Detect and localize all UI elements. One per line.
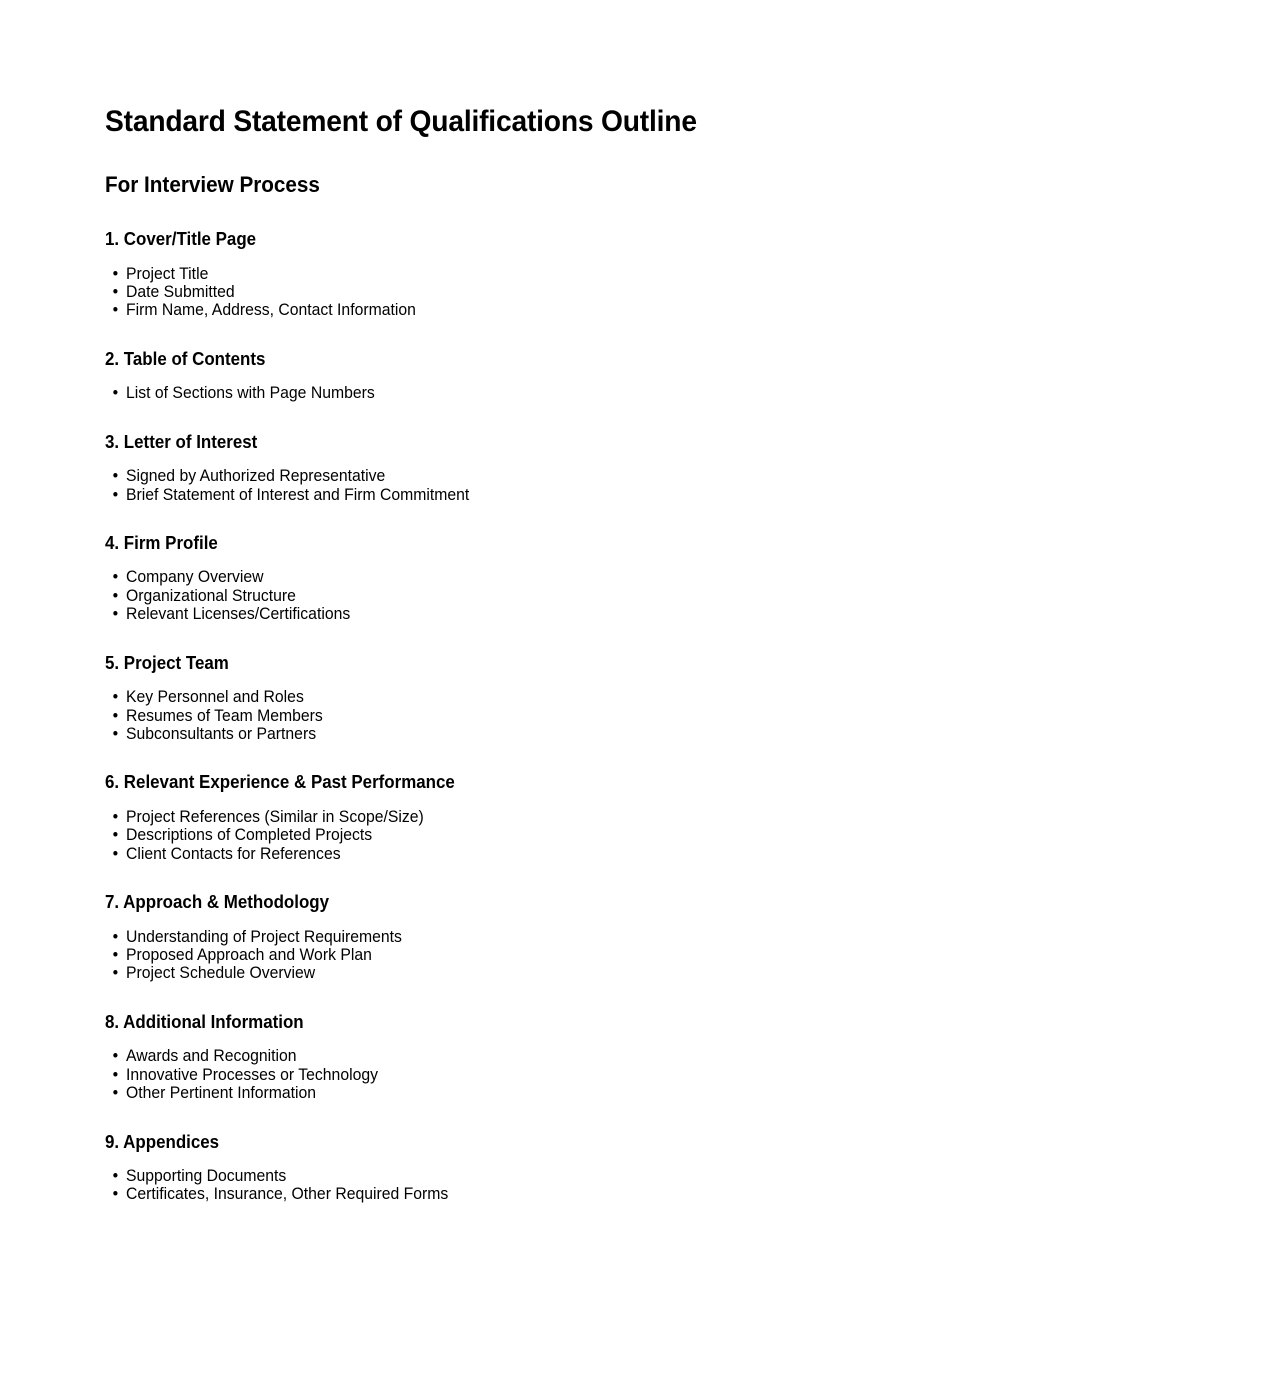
section-bullet-list <box>105 467 1155 504</box>
list-item-label: Proposed Approach and Work Plan <box>126 946 372 964</box>
document-body <box>105 103 1155 1204</box>
bullet-icon: • <box>112 946 119 964</box>
list-item <box>105 1084 1108 1102</box>
outline-section <box>105 771 1155 863</box>
list-item <box>105 928 1108 946</box>
bullet-icon: • <box>112 485 119 504</box>
outline-section <box>105 348 1155 403</box>
list-item-label: Innovative Processes or Technology <box>126 1065 378 1084</box>
section-heading: 6. Relevant Experience & Past Performance <box>105 772 455 793</box>
bullet-icon: • <box>112 467 119 486</box>
bullet-icon: • <box>112 384 119 403</box>
list-item-label: Other Pertinent Information <box>126 1084 317 1103</box>
bullet-icon: • <box>112 844 119 863</box>
list-item <box>105 467 1108 485</box>
outline-section <box>105 891 1155 983</box>
list-item-label: Relevant Licenses/Certifications <box>126 605 351 624</box>
list-item-label: Key Personnel and Roles <box>126 688 304 707</box>
list-item-label: Signed by Authorized Representative <box>126 467 386 486</box>
list-item <box>105 964 1108 982</box>
list-item <box>105 845 1108 863</box>
list-item <box>105 283 1108 301</box>
list-item-label: Organizational Structure <box>126 586 296 605</box>
list-item-label: List of Sections with Page Numbers <box>126 384 375 403</box>
list-item <box>105 605 1108 623</box>
list-item <box>105 568 1108 586</box>
list-item-label: Understanding of Project Requirements <box>126 927 402 946</box>
list-item <box>105 384 1108 402</box>
section-bullet-list <box>105 928 1155 983</box>
list-item <box>105 301 1108 319</box>
outline-sections <box>105 228 1155 1204</box>
bullet-icon: • <box>112 605 119 624</box>
bullet-icon: • <box>112 568 119 587</box>
outline-section <box>105 1011 1155 1103</box>
section-heading: 4. Firm Profile <box>105 532 218 553</box>
list-item <box>105 808 1108 826</box>
section-bullet-list <box>105 1167 1155 1204</box>
list-item-label: Resumes of Team Members <box>126 706 323 725</box>
list-item-label: Certificates, Insurance, Other Required Forms <box>126 1185 449 1204</box>
bullet-icon: • <box>112 1167 119 1186</box>
list-item <box>105 265 1108 283</box>
section-bullet-list <box>105 688 1155 743</box>
list-item-label: Date Submitted <box>126 282 235 301</box>
list-item-label: Subconsultants or Partners <box>126 724 317 743</box>
bullet-icon: • <box>112 282 119 301</box>
bullet-icon: • <box>112 586 119 605</box>
outline-section <box>105 652 1155 744</box>
outline-section <box>105 431 1155 504</box>
list-item <box>105 587 1108 605</box>
bullet-icon: • <box>112 688 119 707</box>
section-heading: 8. Additional Information <box>105 1011 304 1032</box>
list-item-label: Brief Statement of Interest and Firm Commitment <box>126 485 470 504</box>
page-subtitle: For Interview Process <box>105 171 320 197</box>
list-item <box>105 826 1108 844</box>
bullet-icon: • <box>112 807 119 826</box>
bullet-icon: • <box>112 1047 119 1066</box>
bullet-icon: • <box>112 1084 119 1103</box>
outline-section <box>105 532 1155 624</box>
section-heading: 3. Letter of Interest <box>105 431 258 452</box>
list-item-label: Project Schedule Overview <box>126 964 316 983</box>
bullet-icon: • <box>112 706 119 725</box>
list-item-label: Descriptions of Completed Projects <box>126 826 373 845</box>
list-item <box>105 1047 1108 1065</box>
bullet-icon: • <box>112 301 119 320</box>
outline-section <box>105 1131 1155 1204</box>
bullet-icon: • <box>112 927 119 946</box>
list-item-label: Awards and Recognition <box>126 1047 297 1066</box>
section-heading: 5. Project Team <box>105 652 229 673</box>
outline-section <box>105 228 1155 320</box>
list-item-label: Supporting Documents <box>126 1167 287 1186</box>
section-bullet-list <box>105 384 1155 402</box>
bullet-icon: • <box>112 1185 119 1204</box>
bullet-icon: • <box>112 724 119 743</box>
list-item <box>105 1066 1108 1084</box>
list-item-label: Client Contacts for References <box>126 844 341 863</box>
list-item <box>105 486 1108 504</box>
section-heading: 1. Cover/Title Page <box>105 229 257 249</box>
section-heading: 7. Approach & Methodology <box>105 892 330 913</box>
section-bullet-list <box>105 265 1155 320</box>
section-bullet-list <box>105 568 1155 623</box>
list-item <box>105 1185 1108 1203</box>
list-item-label: Project References (Similar in Scope/Size) <box>126 807 424 826</box>
list-item <box>105 688 1108 706</box>
list-item <box>105 1167 1108 1185</box>
list-item <box>105 946 1108 964</box>
list-item-label: Firm Name, Address, Contact Information <box>126 301 416 320</box>
list-item-label: Project Title <box>126 264 209 283</box>
section-bullet-list <box>105 808 1155 863</box>
list-item <box>105 707 1108 725</box>
section-bullet-list <box>105 1047 1155 1102</box>
section-heading: 9. Appendices <box>105 1131 220 1152</box>
bullet-icon: • <box>112 826 119 845</box>
section-heading: 2. Table of Contents <box>105 348 266 369</box>
page-title: Standard Statement of Qualifications Outline <box>105 105 697 138</box>
bullet-icon: • <box>112 264 119 283</box>
list-item <box>105 725 1108 743</box>
bullet-icon: • <box>112 964 119 983</box>
bullet-icon: • <box>112 1065 119 1084</box>
list-item-label: Company Overview <box>126 568 264 587</box>
